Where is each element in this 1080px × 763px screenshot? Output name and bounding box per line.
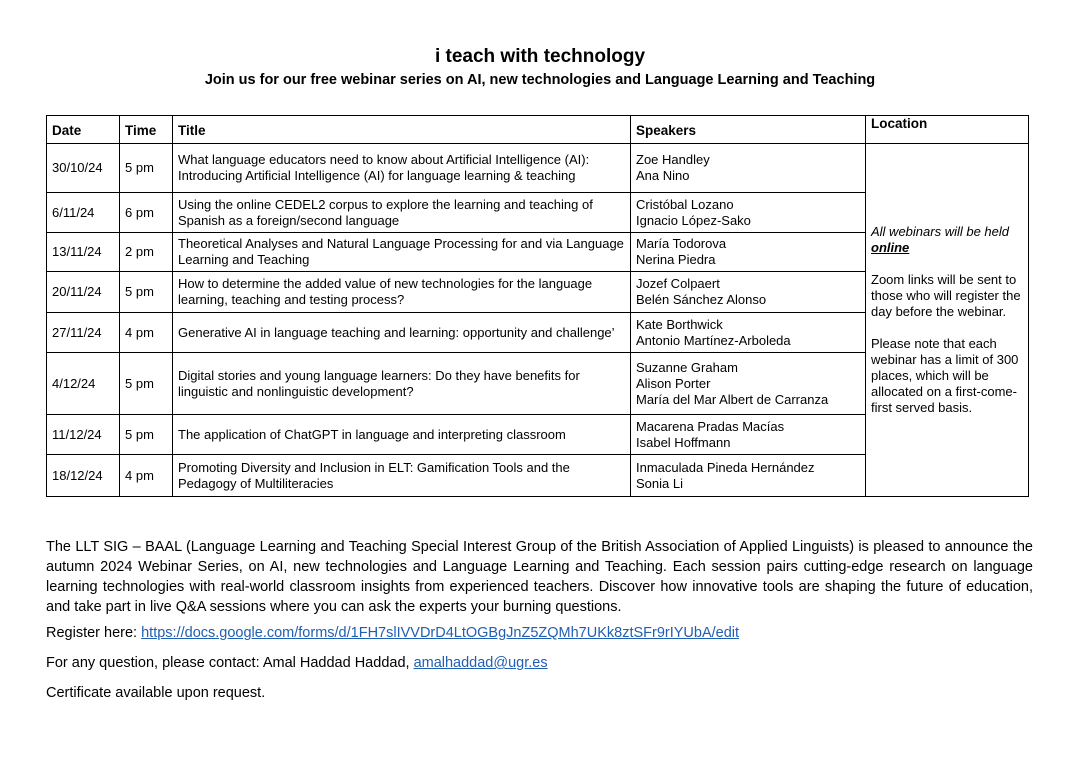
row-speakers [631,193,866,233]
row-date: 30/10/24 [47,144,120,193]
column-header-title: Title [173,116,631,144]
location-limit-note: Please note that each webinar has a limit of 300 places, which will be allocated on a first-come-first served basis. [871,336,1019,415]
contact-line [46,655,548,671]
register-link[interactable]: https://docs.google.com/forms/d/1FH7slIVVDrD4LtOGBgJnZ5ZQMh7UKk8ztSFr9rIYUbA/edit [141,625,740,641]
row-title: Digital stories and young language learners: Do they have benefits for linguistic and nonlinguistic development? [173,353,631,415]
speaker-name: María del Mar Albert de Carranza [636,391,829,407]
speaker-name: Cristóbal Lozano [636,196,734,212]
row-time: 5 pm [120,415,173,455]
speaker-name: Ignacio López-Sako [636,212,751,228]
row-date: 20/11/24 [47,272,120,313]
column-header-location: Location [866,116,1029,144]
speaker-name: Suzanne Graham [636,359,738,375]
row-time: 5 pm [120,272,173,313]
row-date: 4/12/24 [47,353,120,415]
row-speakers [631,233,866,272]
intro-paragraph: The LLT SIG – BAAL (Language Learning and Teaching Special Interest Group of the British Association of Applied Linguists) is pleased to announce the autumn 2024 Webinar Series, on AI, new technologies and Language Learning and Teaching. Each session pairs cutting-edge research on language learning technologies with real-world classroom insights from experienced teachers. Discover how innovative tools are shaping the future of education, and take part in live Q&A sessions where you can ask the experts your burning questions. [46,539,1033,615]
row-time: 6 pm [120,193,173,233]
location-zoom-note: Zoom links will be sent to those who will register the day before the webinar. [871,272,1021,319]
speaker-name: Macarena Pradas Macías [636,418,785,434]
speaker-name: Belén Sánchez Alonso [636,292,767,307]
row-title: How to determine the added value of new technologies for the language learning, teaching and testing process? [173,272,631,313]
speaker-name: Alison Porter [636,375,711,391]
row-title: Promoting Diversity and Inclusion in ELT: Gamification Tools and the Pedagogy of Multiliteracies [173,455,631,497]
speaker-name: Sonia Li [636,475,683,491]
row-title: Generative AI in language teaching and learning: opportunity and challenge’ [173,313,631,353]
speaker-name: Jozef Colpaert [636,276,720,291]
row-date: 6/11/24 [47,193,120,233]
contact-email-link[interactable]: amalhaddad@ugr.es [413,655,548,671]
row-speakers [631,353,866,415]
row-speakers [631,313,866,353]
location-online-emphasis: online [871,240,910,255]
location-held-online [871,224,1023,256]
row-date: 11/12/24 [47,415,120,455]
row-time: 2 pm [120,233,173,272]
row-date: 18/12/24 [47,455,120,497]
register-line [46,625,739,641]
row-time: 5 pm [120,144,173,193]
contact-label: For any question, please contact: Amal Haddad Haddad, [46,655,414,671]
row-title: What language educators need to know about Artificial Intelligence (AI): Introducing Artificial Intelligence (AI) for language learning & teaching [173,144,631,193]
row-speakers [631,144,866,193]
row-date: 27/11/24 [47,313,120,353]
row-title: The application of ChatGPT in language and interpreting classroom [173,415,631,455]
row-speakers [631,272,866,313]
row-time: 4 pm [120,313,173,353]
table-row [47,144,1029,193]
row-time: 4 pm [120,455,173,497]
location-held-prefix: All webinars will be held [871,224,1010,239]
speaker-name: Antonio Martínez-Arboleda [636,332,791,348]
webinar-schedule-table [46,115,1029,497]
speaker-name: Isabel Hoffmann [636,434,731,450]
row-title: Theoretical Analyses and Natural Language Processing for and via Language Learning and Teaching [173,233,631,272]
row-time: 5 pm [120,353,173,415]
speaker-name: Inmaculada Pineda Hernández [636,459,815,475]
speaker-name: María Todorova [636,236,727,251]
register-label: Register here: [46,625,142,641]
row-title: Using the online CEDEL2 corpus to explore the learning and teaching of Spanish as a foreign/second language [173,193,631,233]
row-date: 13/11/24 [47,233,120,272]
row-speakers [631,455,866,497]
speaker-name: Ana Nino [636,168,690,183]
column-header-time: Time [120,116,173,144]
speaker-name: Zoe Handley [636,152,710,167]
table-header-row [47,116,1029,144]
column-header-date: Date [47,116,120,144]
speaker-name: Nerina Piedra [636,252,716,267]
page-subtitle: Join us for our free webinar series on AI, new technologies and Language Learning and Teaching [204,72,876,88]
page-title: i teach with technology [434,46,646,67]
location-cell [866,144,1029,497]
speaker-name: Kate Borthwick [636,316,723,332]
column-header-speakers: Speakers [631,116,866,144]
row-speakers [631,415,866,455]
certificate-note: Certificate available upon request. [46,685,266,701]
